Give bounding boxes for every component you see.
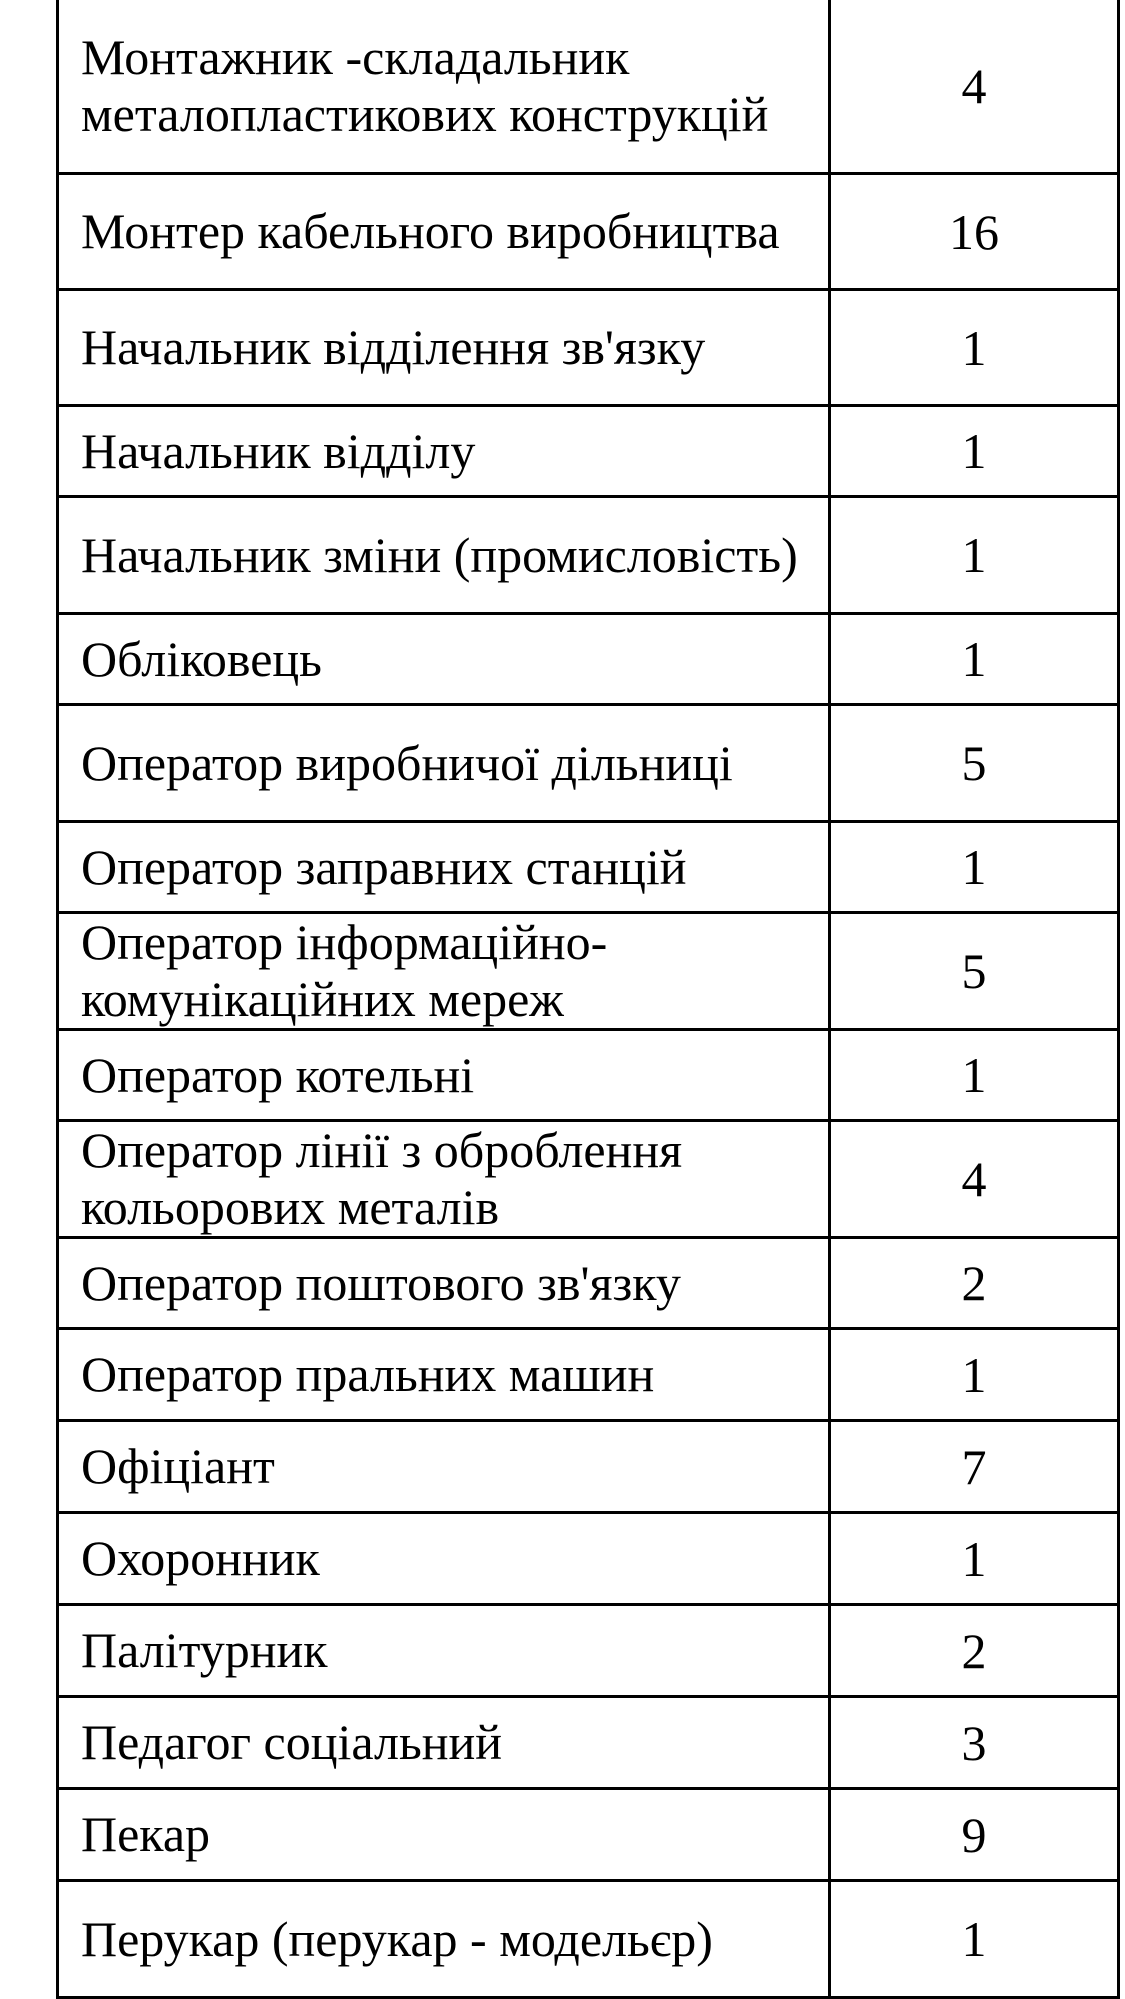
vacancy-count-cell: 2: [830, 1238, 1119, 1329]
profession-cell: Начальник зміни (промисловість): [58, 497, 830, 614]
vacancy-count-cell: 4: [830, 1121, 1119, 1238]
vacancy-count-cell: 1: [830, 1030, 1119, 1121]
vacancy-count-cell: 1: [830, 1513, 1119, 1605]
table-row: [58, 1789, 1119, 1881]
vacancy-count-cell: 1: [830, 1329, 1119, 1421]
table-row: [58, 1881, 1119, 1998]
table-row: [58, 0, 1119, 174]
vacancy-count-cell: 1: [830, 614, 1119, 705]
table-row: [58, 1329, 1119, 1421]
table-row: [58, 822, 1119, 913]
profession-cell: Охоронник: [58, 1513, 830, 1605]
table-row: [58, 705, 1119, 822]
profession-cell: Пекар: [58, 1789, 830, 1881]
vacancy-count-cell: 1: [830, 822, 1119, 913]
profession-cell: Начальник відділення зв'язку: [58, 290, 830, 406]
vacancies-table: [56, 0, 1120, 1999]
vacancy-count-cell: 5: [830, 705, 1119, 822]
vacancy-count-cell: 2: [830, 1605, 1119, 1697]
vacancy-count-cell: 1: [830, 290, 1119, 406]
profession-cell: Перукар (перукар - модельєр): [58, 1881, 830, 1998]
table-row: [58, 1238, 1119, 1329]
profession-cell: Оператор лінії з оброблення кольорових металів: [58, 1121, 830, 1238]
profession-cell: Офіціант: [58, 1421, 830, 1513]
vacancy-count-cell: 7: [830, 1421, 1119, 1513]
table-row: [58, 174, 1119, 290]
table-row: [58, 290, 1119, 406]
vacancy-count-cell: 4: [830, 0, 1119, 174]
vacancy-count-cell: 9: [830, 1789, 1119, 1881]
table-row: [58, 1697, 1119, 1789]
profession-cell: Монтажник -складальник металопластикових конструкцій: [58, 0, 830, 174]
vacancy-count-cell: 5: [830, 913, 1119, 1030]
profession-cell: Начальник відділу: [58, 406, 830, 497]
profession-cell: Монтер кабельного виробництва: [58, 174, 830, 290]
vacancy-count-cell: 3: [830, 1697, 1119, 1789]
profession-cell: Оператор котельні: [58, 1030, 830, 1121]
profession-cell: Обліковець: [58, 614, 830, 705]
profession-cell: Оператор пральних машин: [58, 1329, 830, 1421]
table-row: [58, 1421, 1119, 1513]
vacancy-count-cell: 1: [830, 406, 1119, 497]
table-row: [58, 913, 1119, 1030]
profession-cell: Оператор інформаційно-комунікаційних мереж: [58, 913, 830, 1030]
profession-cell: Оператор виробничої дільниці: [58, 705, 830, 822]
table-row: [58, 1605, 1119, 1697]
profession-cell: Оператор заправних станцій: [58, 822, 830, 913]
vacancy-count-cell: 1: [830, 1881, 1119, 1998]
profession-cell: Палітурник: [58, 1605, 830, 1697]
table-row: [58, 406, 1119, 497]
table-row: [58, 1513, 1119, 1605]
vacancy-count-cell: 16: [830, 174, 1119, 290]
table-row: [58, 497, 1119, 614]
profession-cell: Оператор поштового зв'язку: [58, 1238, 830, 1329]
table-row: [58, 614, 1119, 705]
vacancy-count-cell: 1: [830, 497, 1119, 614]
table-row: [58, 1030, 1119, 1121]
profession-cell: Педагог соціальний: [58, 1697, 830, 1789]
table-row: [58, 1121, 1119, 1238]
